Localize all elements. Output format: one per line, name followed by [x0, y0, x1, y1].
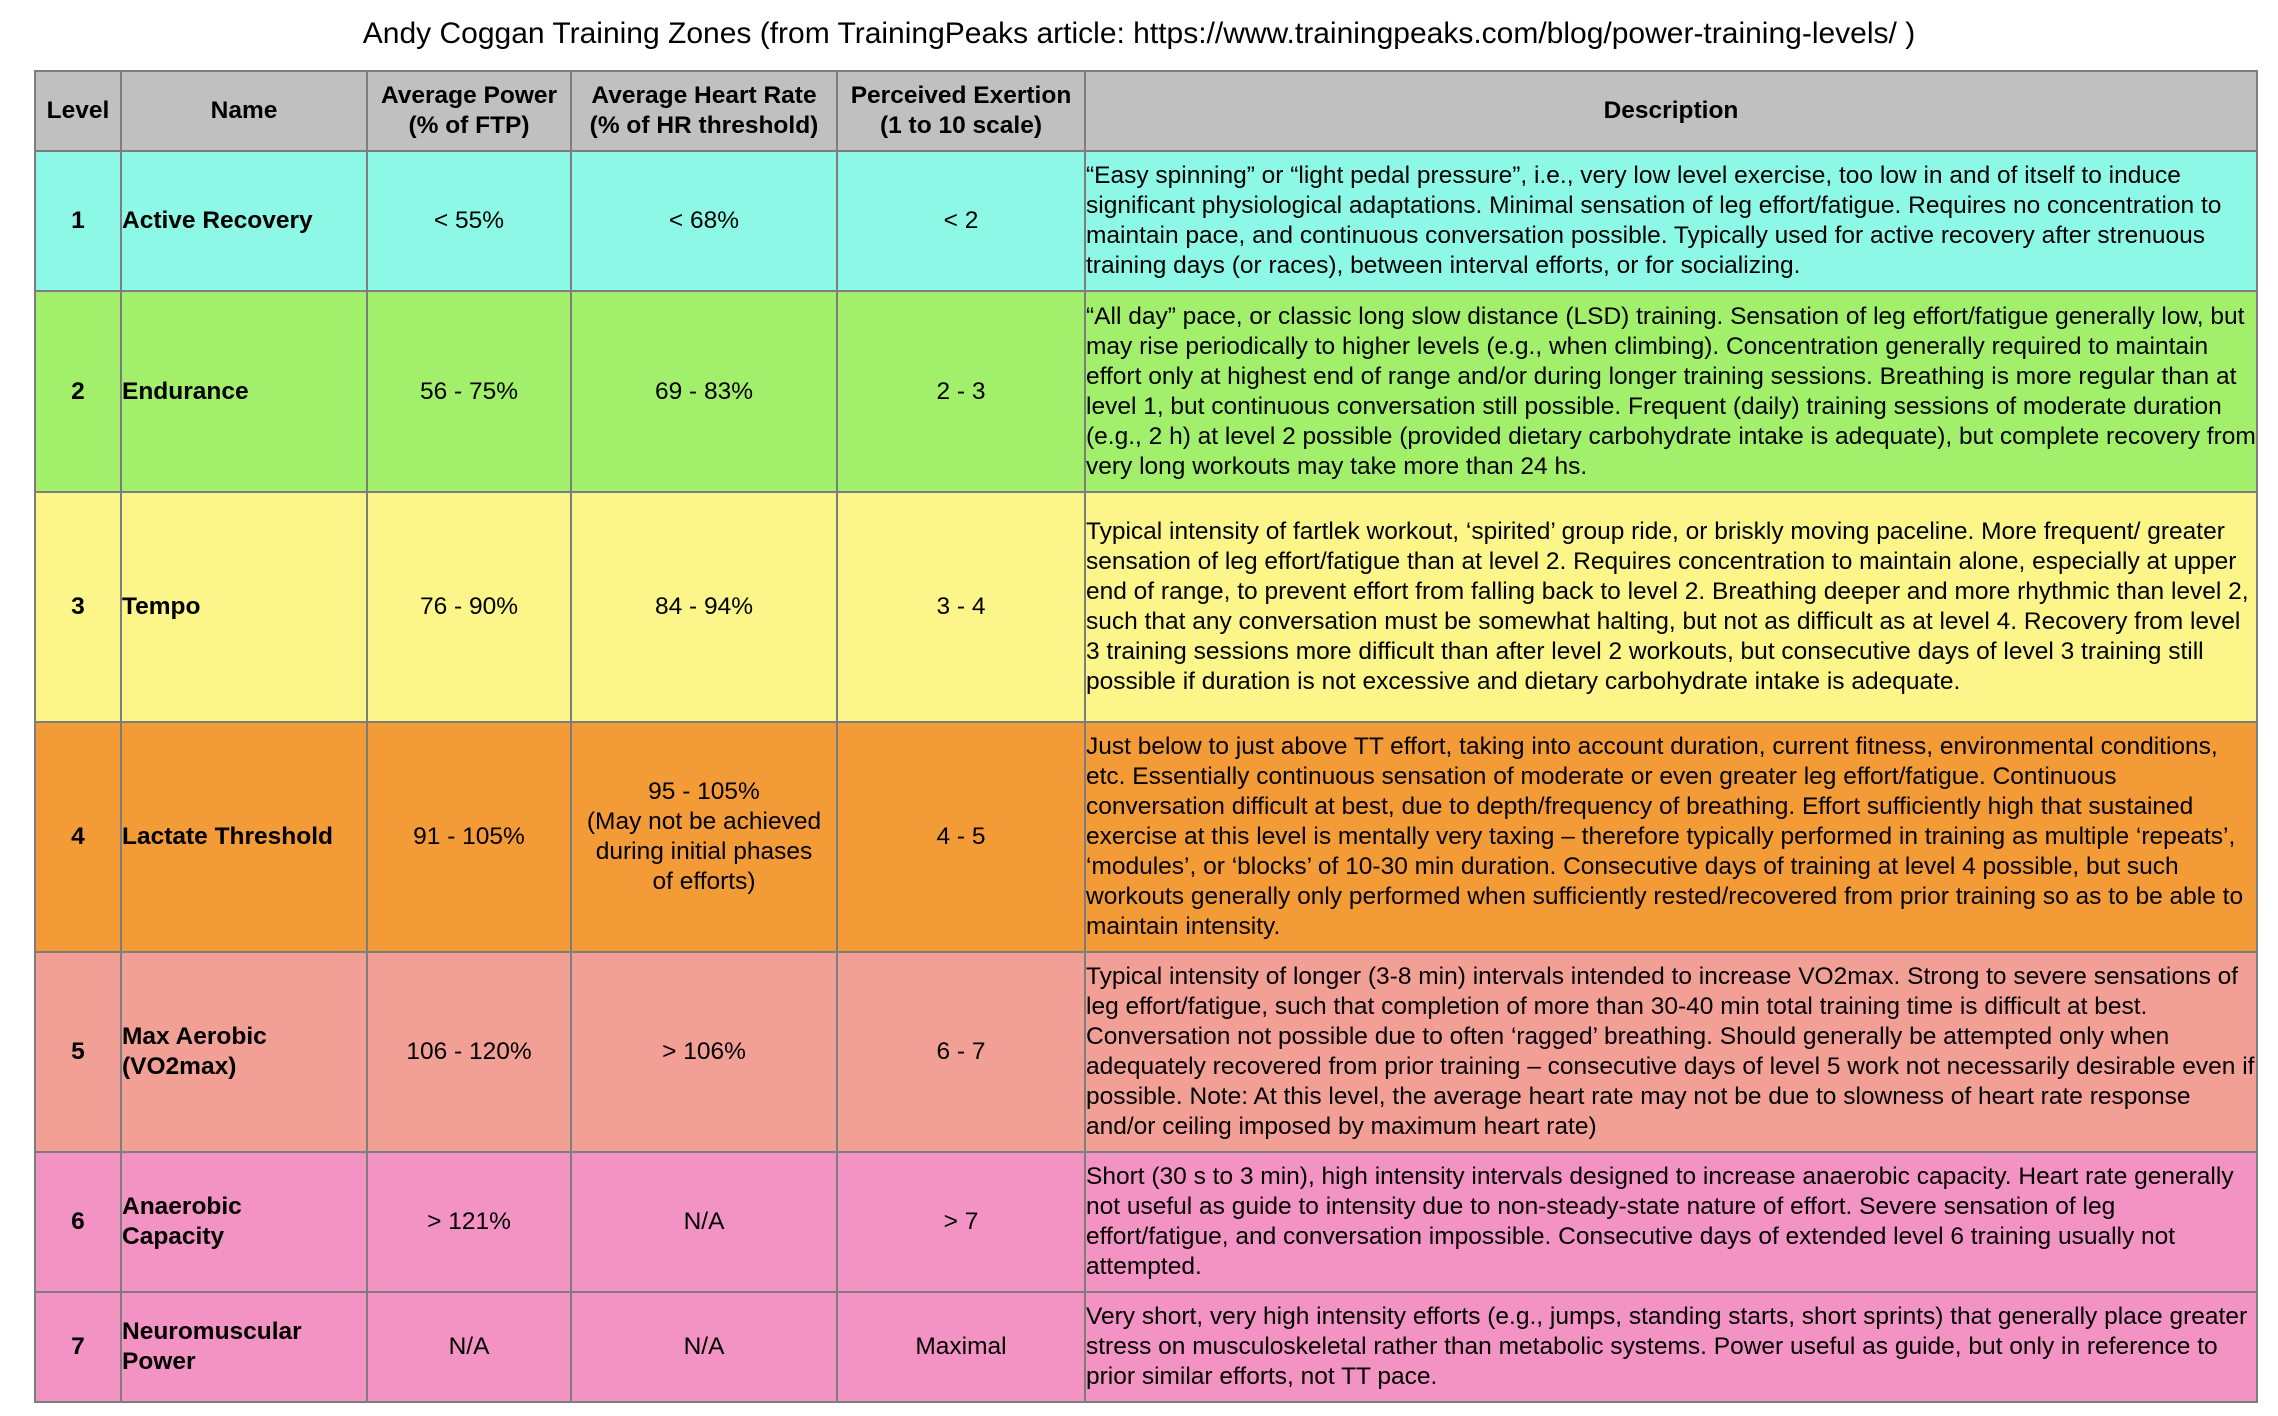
exertion-cell: 6 - 7	[837, 952, 1085, 1152]
description-cell: Just below to just above TT effort, taking into account duration, current fitness, environmental conditions, etc. Essentially continuous sensation of moderate or even greater leg effort/fatigue. Continuous conversation difficult at best, due to depth/frequency of breathing. Effort sufficiently high that sustained exercise at this level is mentally very taxing – therefore typically performed in training as multiple ‘repeats’, ‘modules’, or ‘blocks’ of 10-30 min duration. Consecutive days of training at level 4 possible, but such workouts generally only performed when sufficiently rested/recovered from prior training so as to be able to maintain intensity.	[1085, 722, 2257, 952]
level-cell: 5	[35, 952, 121, 1152]
heart-rate-cell: < 68%	[571, 151, 837, 291]
header-hr-line2: (% of HR threshold)	[589, 112, 819, 139]
table-row-level-7	[35, 1292, 2257, 1402]
name-line2: Capacity	[122, 1223, 225, 1250]
level-cell: 2	[35, 291, 121, 492]
name-cell: Tempo	[121, 492, 367, 722]
header-rpe-line2: (1 to 10 scale)	[879, 112, 1043, 139]
header-description: Description	[1085, 71, 2257, 151]
heart-rate-cell: > 106%	[571, 952, 837, 1152]
power-cell: 56 - 75%	[367, 291, 571, 492]
exertion-cell: 2 - 3	[837, 291, 1085, 492]
name-line1: Neuromuscular	[122, 1318, 302, 1345]
heart-rate-cell	[571, 722, 837, 952]
level-cell: 3	[35, 492, 121, 722]
heart-rate-cell: 69 - 83%	[571, 291, 837, 492]
level-cell: 1	[35, 151, 121, 291]
power-cell: N/A	[367, 1292, 571, 1402]
header-rpe-line1: Perceived Exertion	[850, 82, 1072, 109]
level-cell: 7	[35, 1292, 121, 1402]
header-perceived-exertion	[837, 71, 1085, 151]
name-cell: Lactate Threshold	[121, 722, 367, 952]
table-row-level-4	[35, 722, 2257, 952]
power-cell: < 55%	[367, 151, 571, 291]
name-cell	[121, 1292, 367, 1402]
exertion-cell: Maximal	[837, 1292, 1085, 1402]
description-cell: Short (30 s to 3 min), high intensity intervals designed to increase anaerobic capacity. Heart rate generally not useful as guide to intensity due to non-steady-state nature of effort. Severe sensation of leg effort/fatigue, and conversation impossible. Consecutive days of extended level 6 training usually not attempted.	[1085, 1152, 2257, 1292]
heart-rate-cell: 84 - 94%	[571, 492, 837, 722]
training-zones-table	[34, 70, 2258, 1403]
heart-rate-value: 95 - 105%	[648, 778, 760, 805]
description-cell: Typical intensity of fartlek workout, ‘spirited’ group ride, or briskly moving paceline. More frequent/ greater sensation of leg effort/fatigue than at level 2. Requires concentration to maintain alone, especially at upper end of range, to prevent effort from falling back to level 2. Breathing deeper and more rhythmic than level 2, such that any conversation must be somewhat halting, but not as difficult as at level 4. Recovery from level 3 training sessions more difficult than after level 2 workouts, but consecutive days of level 3 training still possible if duration is not excessive and dietary carbohydrate intake is adequate.	[1085, 492, 2257, 722]
exertion-cell: < 2	[837, 151, 1085, 291]
description-cell: Typical intensity of longer (3-8 min) intervals intended to increase VO2max. Strong to severe sensations of leg effort/fatigue, such that completion of more than 30-40 min total training time is difficult at best. Conversation not possible due to often ‘ragged’ breathing. Should generally be attempted only when adequately recovered from prior training – consecutive days of level 5 work not necessarily desirable even if possible. Note: At this level, the average heart rate may not be due to slowness of heart rate response and/or ceiling imposed by maximum heart rate)	[1085, 952, 2257, 1152]
header-power	[367, 71, 571, 151]
exertion-cell: 4 - 5	[837, 722, 1085, 952]
header-power-line2: (% of FTP)	[408, 112, 530, 139]
header-heart-rate	[571, 71, 837, 151]
table-row-level-3	[35, 492, 2257, 722]
name-cell	[121, 1152, 367, 1292]
heart-rate-cell: N/A	[571, 1152, 837, 1292]
name-line1: Anaerobic	[122, 1193, 242, 1220]
heart-rate-note-line1: (May not be achieved	[586, 808, 822, 835]
power-cell: 91 - 105%	[367, 722, 571, 952]
name-line1: Max Aerobic	[122, 1023, 267, 1050]
table-row-level-6	[35, 1152, 2257, 1292]
name-cell: Active Recovery	[121, 151, 367, 291]
header-name: Name	[121, 71, 367, 151]
name-line2: (VO2max)	[122, 1053, 237, 1080]
exertion-cell: > 7	[837, 1152, 1085, 1292]
header-hr-line1: Average Heart Rate	[591, 82, 817, 109]
name-line2: Power	[122, 1348, 196, 1375]
header-row	[35, 71, 2257, 151]
heart-rate-note-line2: during initial phases	[595, 838, 813, 865]
name-cell	[121, 952, 367, 1152]
power-cell: 76 - 90%	[367, 492, 571, 722]
table-row-level-5	[35, 952, 2257, 1152]
header-level: Level	[35, 71, 121, 151]
exertion-cell: 3 - 4	[837, 492, 1085, 722]
description-cell: “All day” pace, or classic long slow distance (LSD) training. Sensation of leg effort/fatigue generally low, but may rise periodically to higher levels (e.g., when climbing). Concentration generally required to maintain effort only at highest end of range and/or during longer training sessions. Breathing is more regular than at level 1, but continuous conversation still possible. Frequent (daily) training sessions of moderate duration (e.g., 2 h) at level 2 possible (provided dietary carbohydrate intake is adequate), but complete recovery from very long workouts may take more than 24 hs.	[1085, 291, 2257, 492]
power-cell: 106 - 120%	[367, 952, 571, 1152]
power-cell: > 121%	[367, 1152, 571, 1292]
name-cell: Endurance	[121, 291, 367, 492]
level-cell: 4	[35, 722, 121, 952]
level-cell: 6	[35, 1152, 121, 1292]
table-row-level-2	[35, 291, 2257, 492]
page-title: Andy Coggan Training Zones (from TrainingPeaks article: https://www.trainingpeaks.com/blog/power-training-levels/ )	[362, 17, 1916, 50]
heart-rate-note-line3: of efforts)	[652, 868, 756, 895]
table-row-level-1	[35, 151, 2257, 291]
heart-rate-cell: N/A	[571, 1292, 837, 1402]
header-power-line1: Average Power	[380, 82, 558, 109]
description-cell: Very short, very high intensity efforts (e.g., jumps, standing starts, short sprints) that generally place greater stress on musculoskeletal rather than metabolic systems. Power useful as guide, but only in reference to prior similar efforts, not TT pace.	[1085, 1292, 2257, 1402]
description-cell: “Easy spinning” or “light pedal pressure”, i.e., very low level exercise, too low in and of itself to induce significant physiological adaptations. Minimal sensation of leg effort/fatigue. Requires no concentration to maintain pace, and continuous conversation possible. Typically used for active recovery after strenuous training days (or races), between interval efforts, or for socializing.	[1085, 151, 2257, 291]
